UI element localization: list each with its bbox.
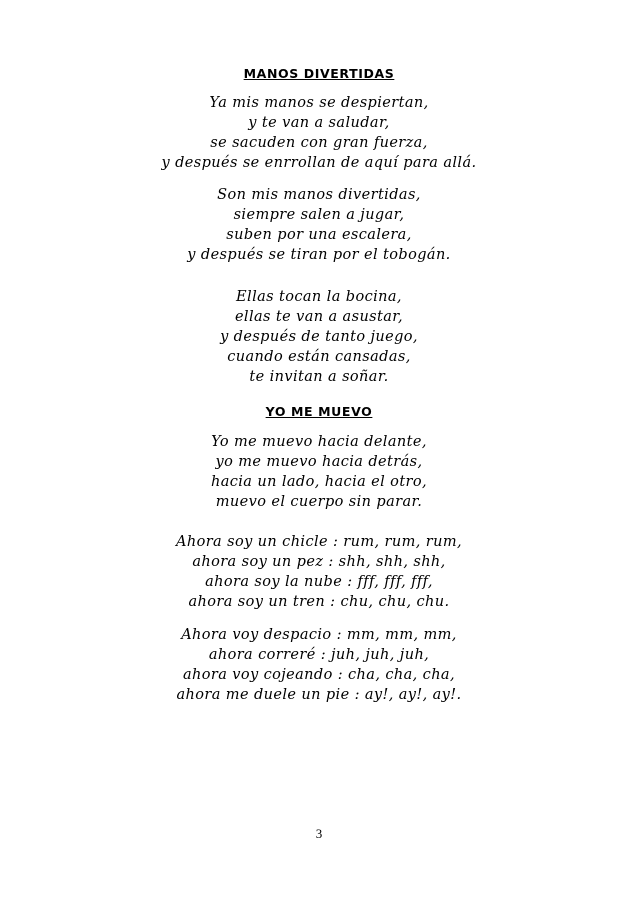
verse-line: ahora me duele un pie : ay!, ay!, ay!. xyxy=(176,687,462,703)
verse-line: ellas te van a asustar, xyxy=(234,309,404,325)
verse-line: Yo me muevo hacia delante, xyxy=(211,434,427,450)
verse-line: ahora soy la nube : fff, fff, fff, xyxy=(205,574,433,590)
poem2-stanza-3 xyxy=(0,625,638,705)
verse-line: se sacuden con gran fuerza, xyxy=(210,135,428,151)
poem2-stanza-1 xyxy=(0,432,638,512)
verse-line: y después de tanto juego, xyxy=(220,329,418,345)
verse-line: Ellas tocan la bocina, xyxy=(236,289,402,305)
verse-line: muevo el cuerpo sin parar. xyxy=(215,494,423,510)
poem1-stanza-2 xyxy=(0,185,638,265)
verse-line: ahora soy un pez : shh, shh, shh, xyxy=(192,554,446,570)
verse-line: Ahora voy despacio : mm, mm, mm, xyxy=(181,627,457,643)
poem-title-manos-divertidas: MANOS DIVERTIDAS xyxy=(243,66,395,81)
verse-line: hacia un lado, hacia el otro, xyxy=(210,474,428,490)
verse-line: suben por una escalera, xyxy=(226,227,412,243)
verse-line: cuando están cansadas, xyxy=(227,349,411,365)
poem1-stanza-3 xyxy=(0,287,638,387)
poem2-stanza-2 xyxy=(0,532,638,612)
verse-line: ahora voy cojeando : cha, cha, cha, xyxy=(182,667,455,683)
verse-line: ahora correré : juh, juh, juh, xyxy=(208,647,430,663)
verse-line: siempre salen a jugar, xyxy=(233,207,405,223)
verse-line: y después se enrrollan de aquí para allá. xyxy=(161,155,477,171)
verse-line: Ya mis manos se despiertan, xyxy=(209,95,429,111)
verse-line: y te van a saludar, xyxy=(248,115,390,131)
page-number: 3 xyxy=(315,826,323,841)
verse-line: Ahora soy un chicle : rum, rum, rum, xyxy=(175,534,463,550)
poem-title-yo-me-muevo: YO ME MUEVO xyxy=(265,404,373,419)
verse-line: Son mis manos divertidas, xyxy=(217,187,421,203)
verse-line: te invitan a soñar. xyxy=(249,369,389,385)
verse-line: yo me muevo hacia detrás, xyxy=(215,454,423,470)
poem1-stanza-1 xyxy=(0,93,638,173)
verse-line: y después se tiran por el tobogán. xyxy=(187,247,451,263)
verse-line: ahora soy un tren : chu, chu, chu. xyxy=(188,594,450,610)
